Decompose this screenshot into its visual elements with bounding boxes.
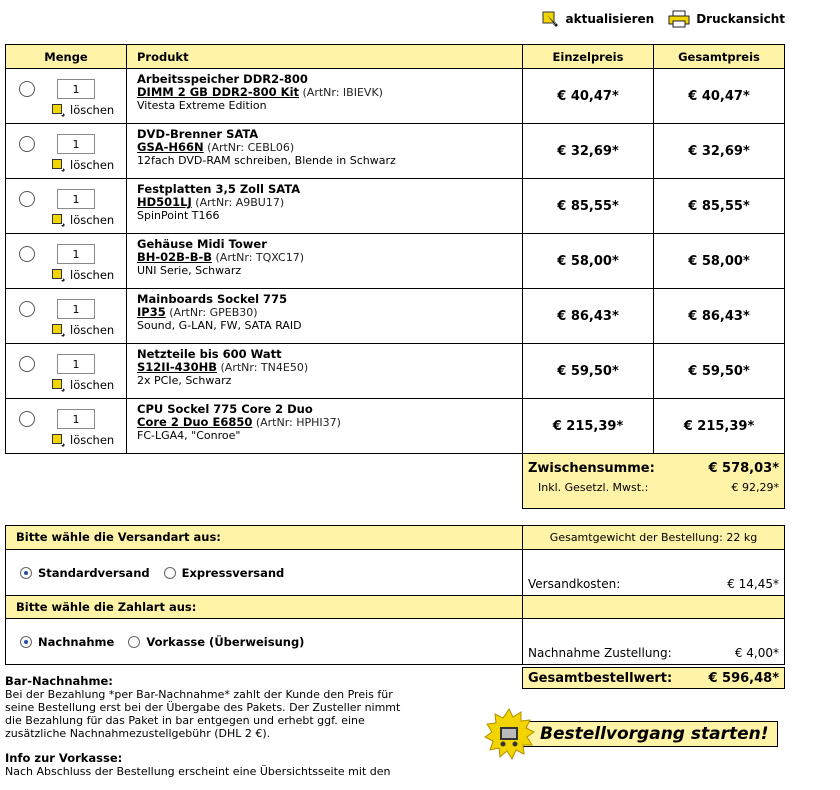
quantity-input[interactable] (57, 134, 95, 154)
product-cell (127, 289, 523, 344)
quantity-input[interactable] (57, 354, 95, 374)
cart-toolbar (542, 10, 786, 28)
quantity-input[interactable] (57, 189, 95, 209)
product-description: 2x PCIe, Schwarz (137, 374, 232, 387)
shipping-cost-row (523, 550, 784, 595)
article-number: (ArtNr: A9BU17) (195, 196, 285, 209)
product-line (137, 141, 522, 154)
express-shipping-label[interactable]: Expressversand (181, 565, 285, 580)
quantity-input[interactable] (57, 79, 95, 99)
order-weight: Gesamtgewicht der Bestellung: 22 kg (523, 526, 784, 550)
product-cell (127, 399, 523, 454)
product-line (137, 196, 522, 209)
radio-prepayment[interactable] (128, 636, 140, 648)
delete-label[interactable]: löschen (70, 433, 115, 447)
qty-cell (6, 124, 127, 179)
qty-cell (6, 179, 127, 234)
payment-options (6, 619, 522, 664)
article-number: (ArtNr: CEBL06) (207, 141, 295, 154)
product-link[interactable]: DIMM 2 GB DDR2-800 Kit (137, 85, 300, 99)
refresh-label: aktualisieren (565, 12, 655, 26)
product-cell (127, 234, 523, 289)
qty-cell (6, 289, 127, 344)
unit-price: € 32,69* (523, 124, 654, 179)
cod-fee-value: € 4,00* (734, 646, 779, 660)
delete-item-button[interactable] (52, 433, 114, 447)
product-line (137, 251, 522, 264)
qty-cell (6, 69, 127, 124)
header-unit-price: Einzelpreis (523, 45, 654, 69)
product-category: Gehäuse Midi Tower (137, 237, 267, 251)
availability-yellow-icon (19, 356, 35, 372)
delete-item-button[interactable] (52, 158, 114, 172)
product-category: Mainboards Sockel 775 (137, 292, 288, 306)
payment-title: Bitte wähle die Zahlart aus: (6, 595, 522, 619)
product-line (137, 306, 522, 319)
availability-green-icon (19, 191, 35, 207)
delete-icon (52, 379, 65, 392)
cod-info-text: Bei der Bezahlung *per Bar-Nachnahme* zahlt der Kunde den Preis für seine Bestellung erst bei der Übergabe des Pakets. Der Zusteller nimmt die Bezahlung für das Paket in bar entgegen und erhebt ggf. eine zusätzliche Nachnahmezustellgebühr (DHL 2 €). (5, 688, 401, 740)
delete-label[interactable]: löschen (70, 378, 115, 392)
product-line (137, 86, 522, 99)
shipping-payment-box (5, 525, 785, 665)
delete-label[interactable]: löschen (70, 213, 115, 227)
article-number: (ArtNr: TQXC17) (215, 251, 305, 264)
printer-icon (668, 10, 690, 28)
product-description: SpinPoint T166 (137, 209, 220, 222)
quantity-input[interactable] (57, 244, 95, 264)
subtotal-value: € 578,03* (708, 461, 779, 476)
article-number: (ArtNr: HPHI37) (255, 416, 341, 429)
cart-header-row (6, 45, 785, 69)
qty-cell (6, 399, 127, 454)
product-cell (127, 124, 523, 179)
cod-info-title: Bar-Nachnahme: (5, 674, 113, 688)
vat-value: € 92,29* (731, 481, 779, 494)
grand-total-box (522, 667, 785, 689)
availability-green-icon (19, 136, 35, 152)
unit-price: € 85,55* (523, 179, 654, 234)
delete-item-button[interactable] (52, 323, 114, 337)
vat-label: Inkl. Gesetzl. Mwst.: (538, 481, 649, 494)
product-category: CPU Sockel 775 Core 2 Duo (137, 402, 313, 416)
radio-express-shipping[interactable] (164, 567, 176, 579)
delete-icon (52, 324, 65, 337)
product-description: Sound, G-LAN, FW, SATA RAID (137, 319, 302, 332)
qty-cell (6, 344, 127, 399)
header-qty: Menge (6, 45, 127, 69)
product-cell (127, 179, 523, 234)
quantity-input[interactable] (57, 299, 95, 319)
shipping-options (6, 550, 522, 595)
product-cell (127, 344, 523, 399)
delete-icon (52, 159, 65, 172)
article-number: (ArtNr: TN4E50) (220, 361, 309, 374)
cart-row (6, 179, 785, 234)
checkout-cart-icon (483, 708, 535, 760)
product-line (137, 416, 522, 429)
cart-row (6, 399, 785, 454)
print-view-button[interactable] (668, 10, 785, 28)
cart-row (6, 69, 785, 124)
product-link[interactable]: HD501LJ (137, 195, 192, 209)
product-link[interactable]: BH-02B-B-B (137, 250, 213, 264)
product-link[interactable]: S12II-430HB (137, 360, 218, 374)
delete-label[interactable]: löschen (70, 268, 115, 282)
product-category: DVD-Brenner SATA (137, 127, 259, 141)
availability-green-icon (19, 411, 35, 427)
line-total: € 59,50* (654, 344, 785, 399)
cart-row (6, 234, 785, 289)
unit-price: € 86,43* (523, 289, 654, 344)
line-total: € 85,55* (654, 179, 785, 234)
delete-item-button[interactable] (52, 268, 114, 282)
payment-info (5, 675, 415, 790)
delete-item-button[interactable] (52, 213, 114, 227)
start-checkout-button[interactable] (483, 708, 778, 760)
unit-price: € 58,00* (523, 234, 654, 289)
prepayment-label[interactable]: Vorkasse (Überweisung) (146, 634, 305, 649)
availability-yellow-icon (19, 246, 35, 262)
line-total: € 40,47* (654, 69, 785, 124)
delete-item-button[interactable] (52, 103, 114, 117)
product-line (137, 361, 522, 374)
cart-table (5, 44, 785, 454)
availability-green-icon (19, 301, 35, 317)
cod-fee-row (523, 619, 784, 664)
unit-price: € 215,39* (523, 399, 654, 454)
delete-item-button[interactable] (52, 378, 114, 392)
grand-total-value: € 596,48* (708, 670, 779, 686)
delete-label[interactable]: löschen (70, 158, 115, 172)
cod-fee-label: Nachnahme Zustellung: (528, 646, 672, 660)
shipping-payment-options (6, 526, 523, 664)
delete-label[interactable]: löschen (70, 103, 115, 117)
checkout-label[interactable]: Bestellvorgang starten! (517, 721, 778, 747)
print-view-label: Druckansicht (696, 12, 785, 26)
product-description: 12fach DVD-RAM schreiben, Blende in Schwarz (137, 154, 396, 167)
header-total-price: Gesamtpreis (654, 45, 785, 69)
line-total: € 58,00* (654, 234, 785, 289)
prepay-info-title: Info zur Vorkasse: (5, 751, 123, 765)
cart-row (6, 344, 785, 399)
delete-icon (52, 434, 65, 447)
refresh-button[interactable] (542, 11, 655, 27)
product-link[interactable]: Core 2 Duo E6850 (137, 415, 253, 429)
product-description: UNI Serie, Schwarz (137, 264, 242, 277)
article-number: (ArtNr: IBIEVK) (302, 86, 383, 99)
product-cell (127, 69, 523, 124)
unit-price: € 40,47* (523, 69, 654, 124)
prepay-info-text: Nach Abschluss der Bestellung erscheint eine Übersichtsseite mit den (5, 765, 391, 778)
grand-total-label: Gesamtbestellwert: (528, 670, 673, 686)
payment-band-spacer (523, 595, 784, 619)
product-description: Vitesta Extreme Edition (137, 99, 267, 112)
standard-shipping-label[interactable]: Standardversand (38, 565, 150, 580)
delete-icon (52, 269, 65, 282)
product-link[interactable]: GSA-H66N (137, 140, 204, 154)
header-product: Produkt (127, 45, 523, 69)
delete-icon (52, 214, 65, 227)
radio-standard-shipping[interactable] (20, 567, 32, 579)
line-total: € 32,69* (654, 124, 785, 179)
product-category: Netzteile bis 600 Watt (137, 347, 282, 361)
delete-label[interactable]: löschen (70, 323, 115, 337)
shipping-cost-value: € 14,45* (727, 577, 779, 591)
unit-price: € 59,50* (523, 344, 654, 399)
subtotal-label: Zwischensumme: (528, 461, 655, 476)
radio-cod[interactable] (20, 636, 32, 648)
availability-yellow-icon (19, 81, 35, 97)
product-link[interactable]: IP35 (137, 305, 166, 319)
article-number: (ArtNr: GPEB30) (169, 306, 258, 319)
delete-icon (52, 104, 65, 117)
product-category: Festplatten 3,5 Zoll SATA (137, 182, 301, 196)
subtotal-box (522, 453, 785, 509)
qty-cell (6, 234, 127, 289)
shipping-costs-panel (523, 526, 784, 664)
cart-row (6, 124, 785, 179)
product-description: FC-LGA4, "Conroe" (137, 429, 241, 442)
refresh-icon (542, 11, 560, 27)
line-total: € 86,43* (654, 289, 785, 344)
quantity-input[interactable] (57, 409, 95, 429)
cart-row (6, 289, 785, 344)
cod-label[interactable]: Nachnahme (38, 634, 115, 649)
product-category: Arbeitsspeicher DDR2-800 (137, 72, 308, 86)
shipping-cost-label: Versandkosten: (528, 577, 621, 591)
cart-body (6, 69, 785, 454)
line-total: € 215,39* (654, 399, 785, 454)
shipping-title: Bitte wähle die Versandart aus: (6, 526, 522, 550)
